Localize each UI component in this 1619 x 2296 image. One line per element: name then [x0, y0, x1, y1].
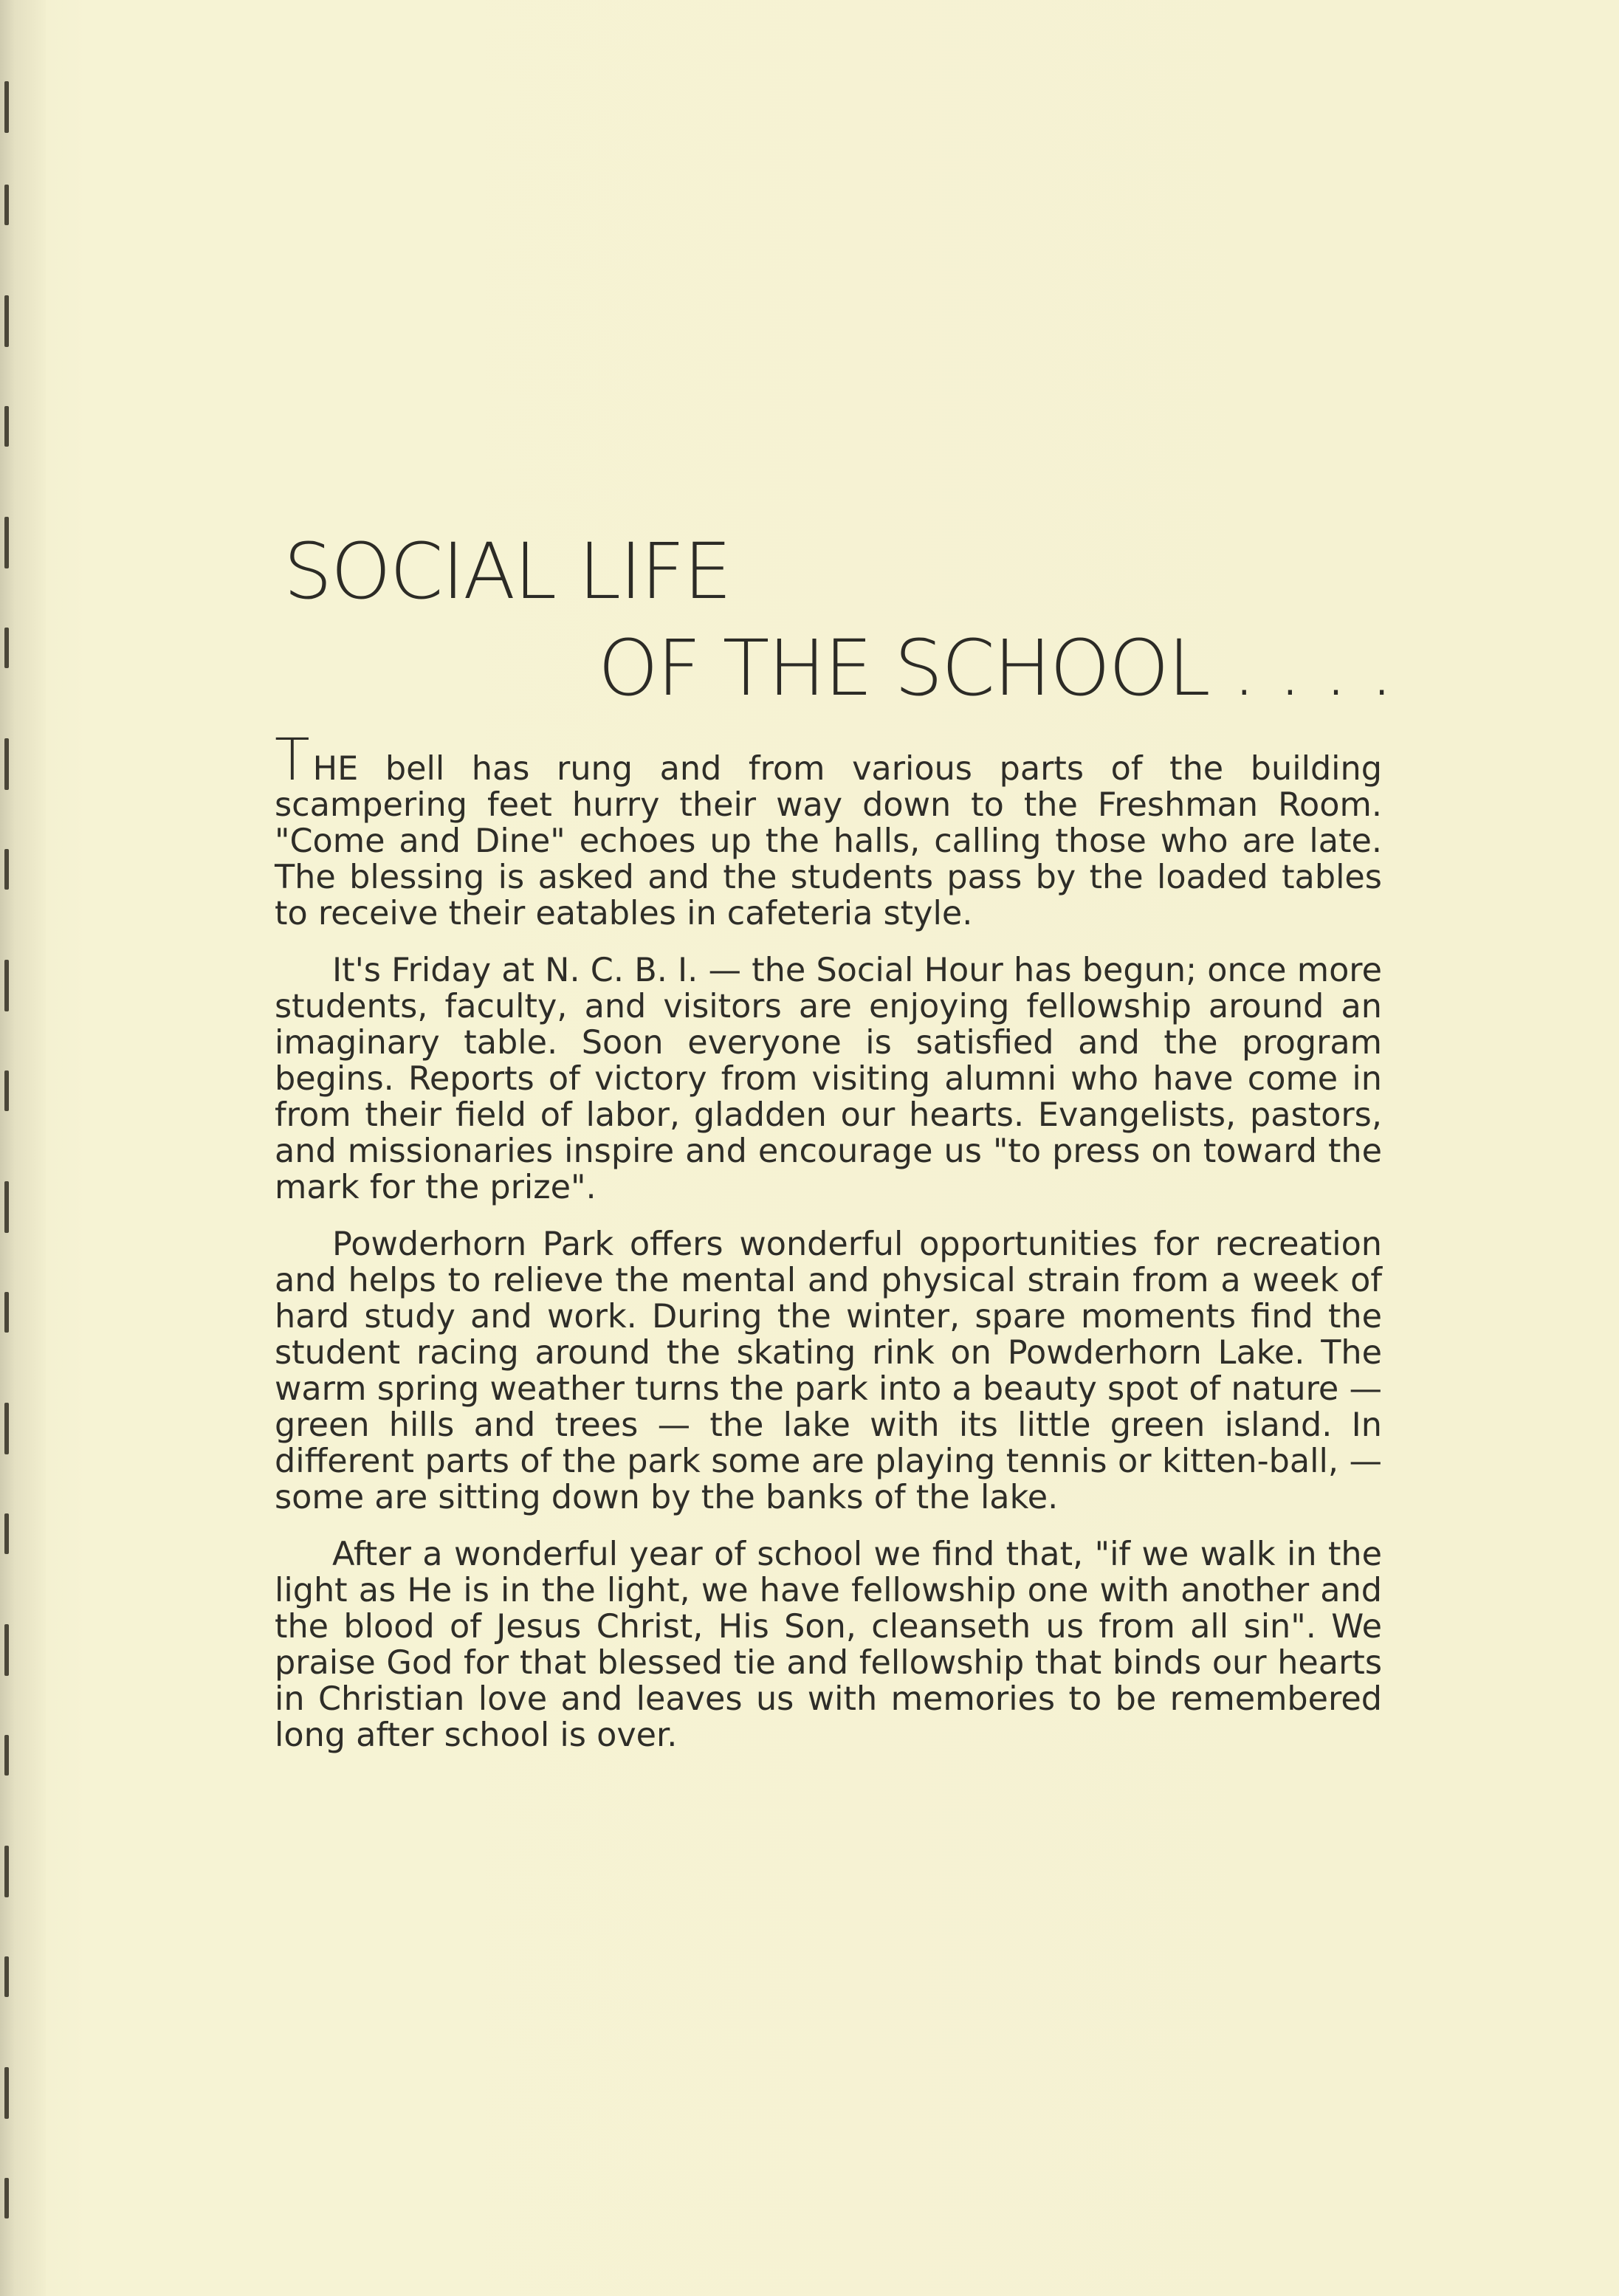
- binding-mark: [4, 1735, 9, 1776]
- binding-mark: [4, 628, 9, 668]
- binding-mark: [4, 81, 9, 133]
- binding-mark: [4, 406, 9, 447]
- paragraph-3: Powderhorn Park offers wonderful opportunities for recreation and helps to relieve the mental and physical strain from a week of hard study and work. During the winter, spare moments find the student racing around the skating rink on Powderhorn Lake. The warm spring weather turns the park into a beauty spot of nature — green hills and trees — the lake with its little green island. In different parts of the park some are playing tennis or kitten-ball, — some are sitting down by the banks of the lake.: [275, 1226, 1382, 1516]
- binding-mark: [4, 185, 9, 225]
- page-title-line-2: OF THE SCHOOL . . . .: [598, 623, 1393, 713]
- binding-mark: [4, 1181, 9, 1233]
- paragraph-1: [275, 727, 1382, 932]
- binding-mark: [4, 738, 9, 790]
- binding-mark: [4, 1956, 9, 1997]
- paragraph-4: After a wonderful year of school we find that, "if we walk in the light as He is in the light, we have fellowship one with another and the blood of Jesus Christ, His Son, cleanseth us from all sin". We praise God for that blessed tie and fellowship that binds our hearts in Christian love and leaves us with memories to be remembered long after school is over.: [275, 1536, 1382, 1754]
- binding-mark: [4, 1292, 9, 1333]
- binding-mark: [4, 1070, 9, 1111]
- paragraph-2: It's Friday at N. C. B. I. — the Social Hour has begun; once more students, faculty, and visitors are enjoying fellowship around an imaginary table. Soon everyone is satisfied and the program begins. Reports of victory from visiting alumni who have come in from their field of labor, gladden our hearts. Evangelists, pastors, and missionaries inspire and encourage us "to press on toward the mark for the prize".: [275, 952, 1382, 1206]
- binding-mark: [4, 1846, 9, 1897]
- drop-cap: T: [275, 727, 310, 794]
- binding-mark: [4, 849, 9, 890]
- binding-mark: [4, 960, 9, 1011]
- page-title-line-1: SOCIAL LIFE: [283, 526, 731, 616]
- binding-mark: [4, 2178, 9, 2218]
- binding-mark: [4, 2067, 9, 2119]
- binding-mark: [4, 1513, 9, 1554]
- paragraph-1-text: HE bell has rung and from various parts of the building scampering feet hurry their way down to the Freshman Room. "Come and Dine" echoes up the halls, calling those who are late. The blessing is asked and the students pass by the loaded tables to receive their eatables in cafeteria style.: [275, 750, 1382, 932]
- binding-mark: [4, 295, 9, 347]
- binding-mark: [4, 517, 9, 568]
- binding-mark: [4, 1624, 9, 1676]
- binding-mark: [4, 1403, 9, 1454]
- article-body: [275, 727, 1382, 1774]
